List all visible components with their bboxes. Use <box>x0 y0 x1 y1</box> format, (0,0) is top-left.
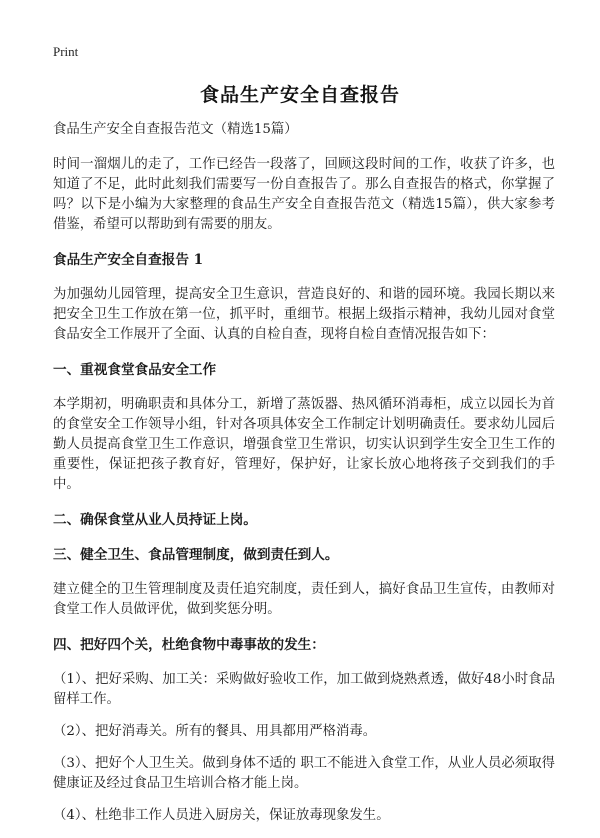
section-3-heading: 三、健全卫生、食品管理制度，做到责任到人。 <box>53 547 339 563</box>
section-4-item: （4）、杜绝非工作人员进入厨房关，保证放毒现象发生。 <box>53 808 390 823</box>
section-3-paragraph: 建立健全的卫生管理制度及责任追究制度，责任到人，搞好食品卫生宣传，由教师对食堂工作人员做评优，做到奖惩分明。 <box>53 582 555 617</box>
section-4-item: （2）、把好消毒关。所有的餐具、用具都用严格消毒。 <box>53 724 377 739</box>
print-link[interactable]: Print <box>53 44 79 59</box>
section-4-heading: 四、把好四个关，杜绝食物中毒事故的发生： <box>53 637 325 653</box>
document-body <box>53 120 555 838</box>
page-title: 食品生产安全自查报告 <box>199 84 400 106</box>
section-2-heading: 二、确保食堂从业人员持证上岗。 <box>53 512 257 528</box>
section-1-heading: 一、重视食堂食品安全工作 <box>53 362 217 378</box>
section-1-paragraph: 本学期初，明确职责和具体分工，新增了蒸饭器、热风循环消毒柜，成立以园长为首的食堂安全工作领导小组，针对各项具体安全工作制定计划明确责任。要求幼儿园后勤人员提高食堂卫生工作意识，增强食堂卫生常识，切实认识到学生安全卫生工作的重要性，保证把孩子教育好，管理好，保护好，让家长放心地将孩子交到我们的手中。 <box>53 397 555 492</box>
report-heading: 食品生产安全自查报告 1 <box>53 252 204 268</box>
section-4-item: （1）、把好采购、加工关：采购做好验收工作，加工做到烧熟煮透，做好48小时食品留样工作。 <box>53 672 555 707</box>
report-intro-paragraph: 为加强幼儿园管理，提高安全卫生意识，营造良好的、和谐的园环境。我园长期以来把安全卫生工作放在第一位，抓平时，重细节。根据上级指示精神，我幼儿园对食堂食品安全工作展开了全面、认真的自检自查，现将自检自查情况报告如下： <box>53 287 555 342</box>
intro-paragraph: 时间一溜烟儿的走了，工作已经告一段落了，回顾这段时间的工作，收获了许多，也知道了不足，此时此刻我们需要写一份自查报告了。那么自查报告的格式，你掌握了吗？以下是小编为大家整理的食品生产安全自查报告范文（精选15篇），供大家参考借鉴，希望可以帮助到有需要的朋友。 <box>53 157 555 232</box>
subtitle: 食品生产安全自查报告范文（精选15篇） <box>53 122 298 137</box>
section-4-item: （3）、把好个人卫生关。做到身体不适的 职工不能进入食堂工作，从业人员必须取得健康证及经过食品卫生培训合格才能上岗。 <box>53 756 555 791</box>
